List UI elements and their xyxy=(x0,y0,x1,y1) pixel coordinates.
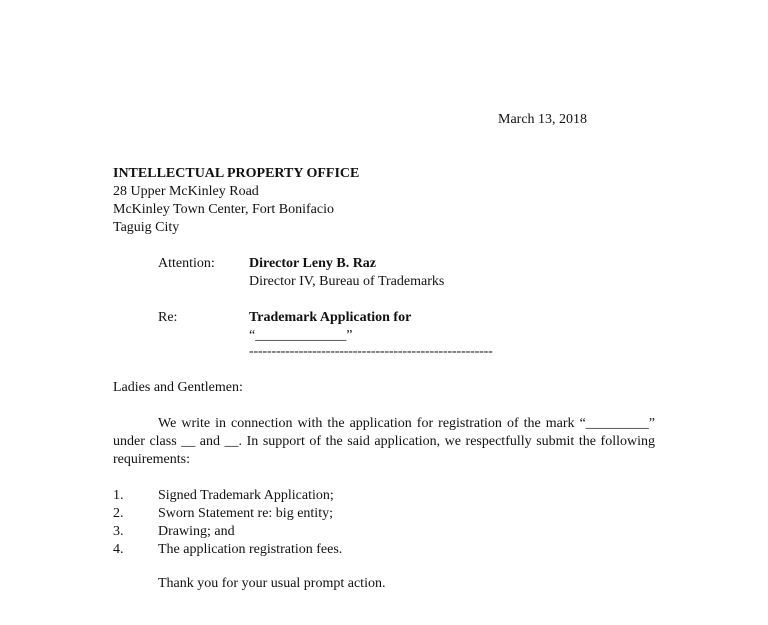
recipient-organization: INTELLECTUAL PROPERTY OFFICE xyxy=(113,166,360,181)
list-item-number: 3. xyxy=(113,524,124,539)
attention-name: Director Leny B. Raz xyxy=(249,256,377,271)
list-item-number: 1. xyxy=(113,488,124,503)
list-item: The application registration fees. xyxy=(158,542,343,557)
attention-label: Attention: xyxy=(158,256,215,271)
body-paragraph: We write in connection with the application for registration of the mark “_________” under class __ and __. In support of the said application, we respectfully submit the following requirements: xyxy=(113,416,655,467)
list-item: Drawing; and xyxy=(158,524,235,539)
recipient-address-line: Taguig City xyxy=(113,220,180,235)
list-item: Sworn Statement re: big entity; xyxy=(158,506,333,521)
closing-line: Thank you for your usual prompt action. xyxy=(158,576,386,591)
re-subject: Trademark Application for xyxy=(249,310,412,325)
re-dash-line: ------------------------------------------------------ xyxy=(249,344,493,359)
recipient-address-line: McKinley Town Center, Fort Bonifacio xyxy=(113,202,334,217)
salutation: Ladies and Gentlemen: xyxy=(113,380,243,395)
list-item-number: 2. xyxy=(113,506,124,521)
list-item: Signed Trademark Application; xyxy=(158,488,334,503)
re-mark-blank: “_____________” xyxy=(249,328,353,343)
recipient-address-line: 28 Upper McKinley Road xyxy=(113,184,259,199)
letter-date: March 13, 2018 xyxy=(498,112,588,127)
re-label: Re: xyxy=(158,310,178,325)
list-item-number: 4. xyxy=(113,542,124,557)
attention-title: Director IV, Bureau of Trademarks xyxy=(249,274,445,289)
